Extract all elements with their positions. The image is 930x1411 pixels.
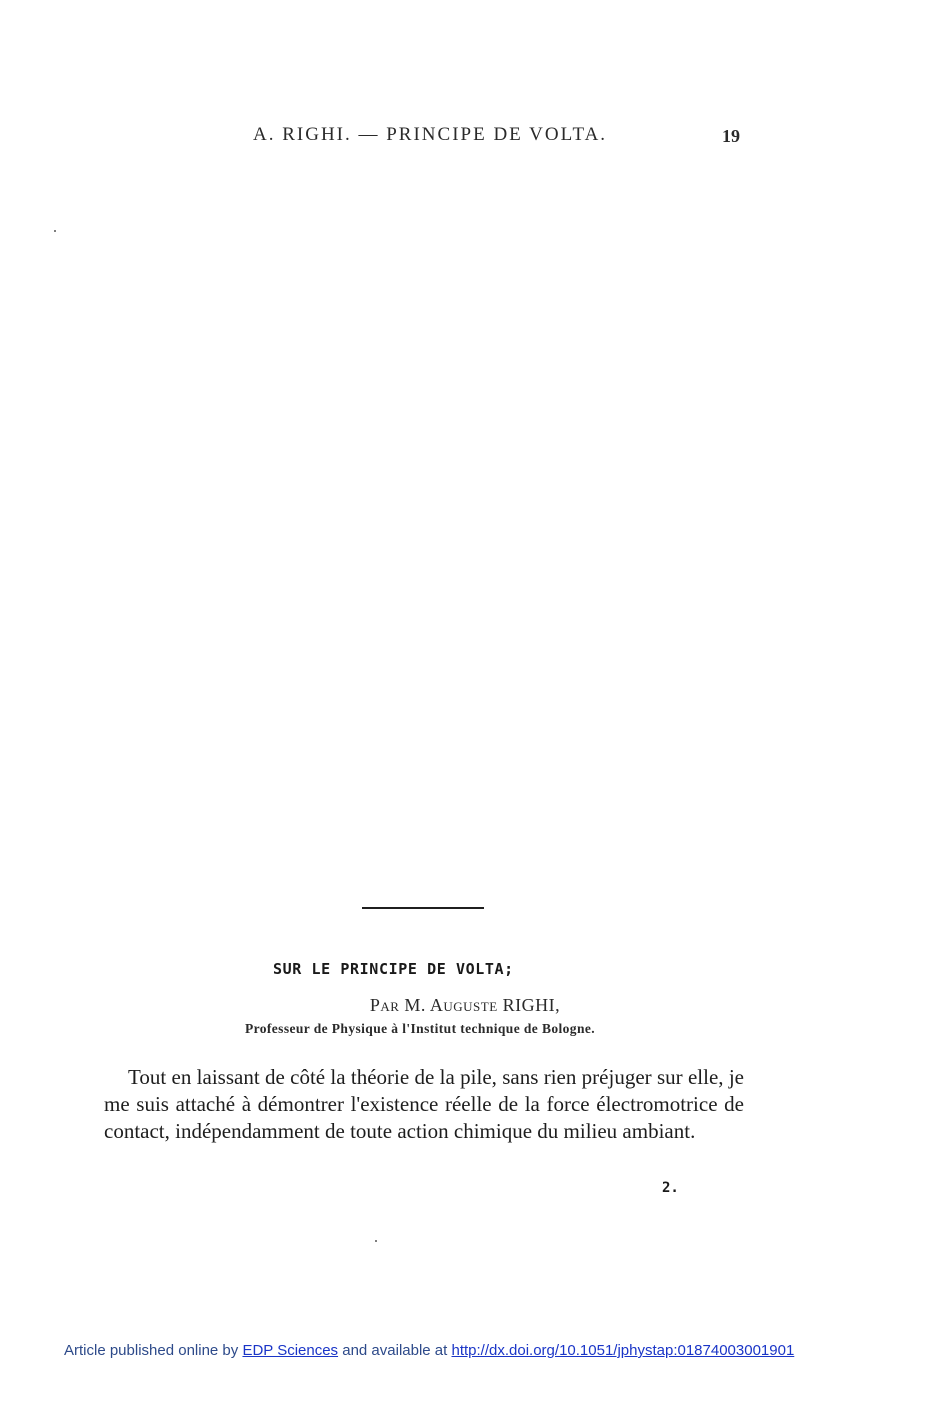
author-byline: Par M. Auguste RIGHI, [369, 995, 561, 1015]
running-head: A. RIGHI. — PRINCIPE DE VOLTA. [253, 124, 608, 145]
scan-speck [54, 230, 56, 232]
doi-link[interactable]: http://dx.doi.org/10.1051/jphystap:01874003001901 [451, 1342, 795, 1359]
publication-notice [64, 1342, 794, 1359]
page-number: 19 [722, 126, 740, 146]
body-paragraph: Tout en laissant de côté la théorie de la pile, sans rien préjuger sur elle, je me suis attaché à démontrer l'existence réelle de la force électromotrice de contact, indépendamment de toute action chimique du milieu ambiant. [104, 1065, 744, 1143]
notice-middle: and available at [342, 1342, 448, 1359]
author-affiliation: Professeur de Physique à l'Institut technique de Bologne. [244, 1021, 596, 1036]
section-divider [362, 907, 484, 909]
scan-speck [375, 1240, 377, 1242]
notice-prefix: Article published online by [64, 1342, 239, 1359]
publisher-link[interactable]: EDP Sciences [242, 1342, 339, 1359]
signature-mark: 2. [662, 1180, 679, 1196]
article-title: SUR LE PRINCIPE DE VOLTA; [273, 960, 514, 978]
